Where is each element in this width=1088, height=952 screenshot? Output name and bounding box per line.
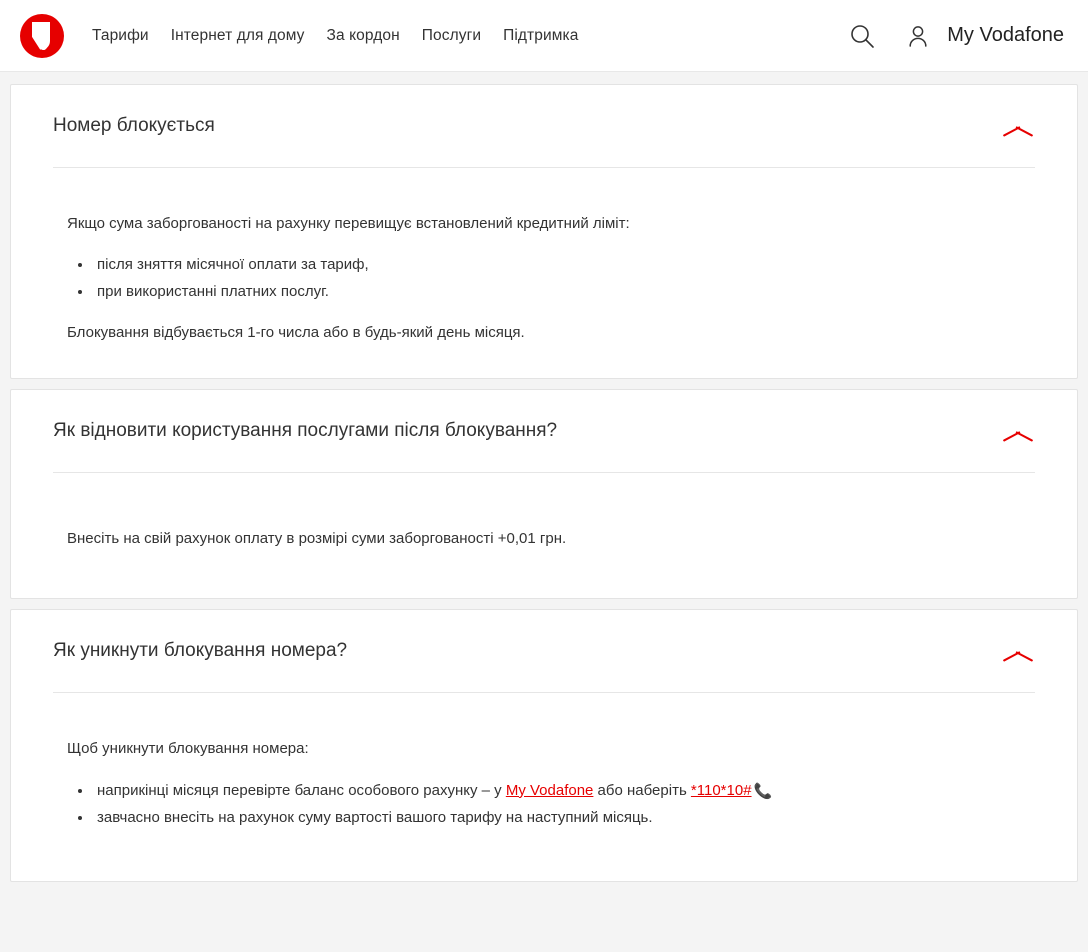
nav-item-tariffs[interactable]: Тарифи	[92, 26, 149, 44]
account-label: My Vodafone	[947, 24, 1064, 46]
list-item: • завчасно внесіть на рахунок суму вартості вашого тарифу на наступний місяць.	[93, 806, 1035, 829]
user-icon	[901, 19, 935, 53]
phone-icon: 📞	[753, 782, 773, 800]
accordion-header[interactable]	[53, 610, 1035, 692]
paragraph-intro: Якщо сума заборгованості на рахунку перевищує встановлений кредитний ліміт:	[67, 215, 630, 232]
vodafone-logo[interactable]	[20, 14, 64, 58]
search-icon[interactable]	[845, 19, 879, 53]
accordion-title: Як відновити користування послугами після блокування?	[53, 420, 558, 442]
accordion-content	[53, 168, 1035, 378]
nav-item-home-internet[interactable]: Інтернет для дому	[170, 26, 305, 44]
list-item	[93, 779, 1035, 803]
chevron-up-icon[interactable]	[1001, 115, 1035, 137]
paragraph-intro: Щоб уникнути блокування номера:	[67, 740, 309, 758]
header-actions	[845, 19, 1072, 53]
ussd-code-link[interactable]: *110*10#	[690, 781, 752, 799]
paragraph-outro: Блокування відбувається 1-го числа або в будь-який день місяця.	[67, 323, 525, 341]
accordion-header[interactable]	[53, 390, 1035, 472]
site-header	[0, 0, 1088, 72]
accordion-content	[53, 693, 1035, 881]
list-item: • після зняття місячної оплати за тариф,	[93, 253, 1035, 276]
accordion-title: Номер блокується	[53, 115, 215, 137]
my-vodafone-account[interactable]	[901, 19, 1072, 53]
my-vodafone-link[interactable]: My Vodafone	[505, 781, 594, 799]
accordion-title: Як уникнути блокування номера?	[53, 640, 348, 662]
list-item-text-start: наприкінці місяця перевірте баланс особового рахунку – у	[97, 781, 506, 799]
list-item-text-middle: або наберіть	[593, 781, 691, 799]
faq-accordion	[0, 72, 1088, 882]
chevron-up-icon[interactable]	[1001, 420, 1035, 442]
accordion-item-avoid-blocking	[10, 609, 1078, 882]
vodafone-logo-mark	[32, 22, 50, 50]
accordion-item-blocking	[10, 84, 1078, 379]
chevron-up-icon[interactable]	[1001, 640, 1035, 662]
accordion-content	[53, 473, 1035, 598]
list-item: • при використанні платних послуг.	[93, 280, 1035, 303]
bullet-list	[67, 779, 1035, 830]
accordion-item-restore	[10, 389, 1078, 599]
main-navigation	[92, 27, 578, 45]
paragraph-intro: Внесіть на свій рахунок оплату в розмірі суми заборгованості +0,01 грн.	[67, 530, 567, 547]
nav-item-services[interactable]: Послуги	[421, 26, 482, 44]
nav-item-support[interactable]: Підтримка	[503, 26, 579, 44]
nav-item-abroad[interactable]: За кордон	[326, 26, 400, 44]
bullet-list	[67, 253, 1035, 303]
accordion-header[interactable]	[53, 85, 1035, 167]
